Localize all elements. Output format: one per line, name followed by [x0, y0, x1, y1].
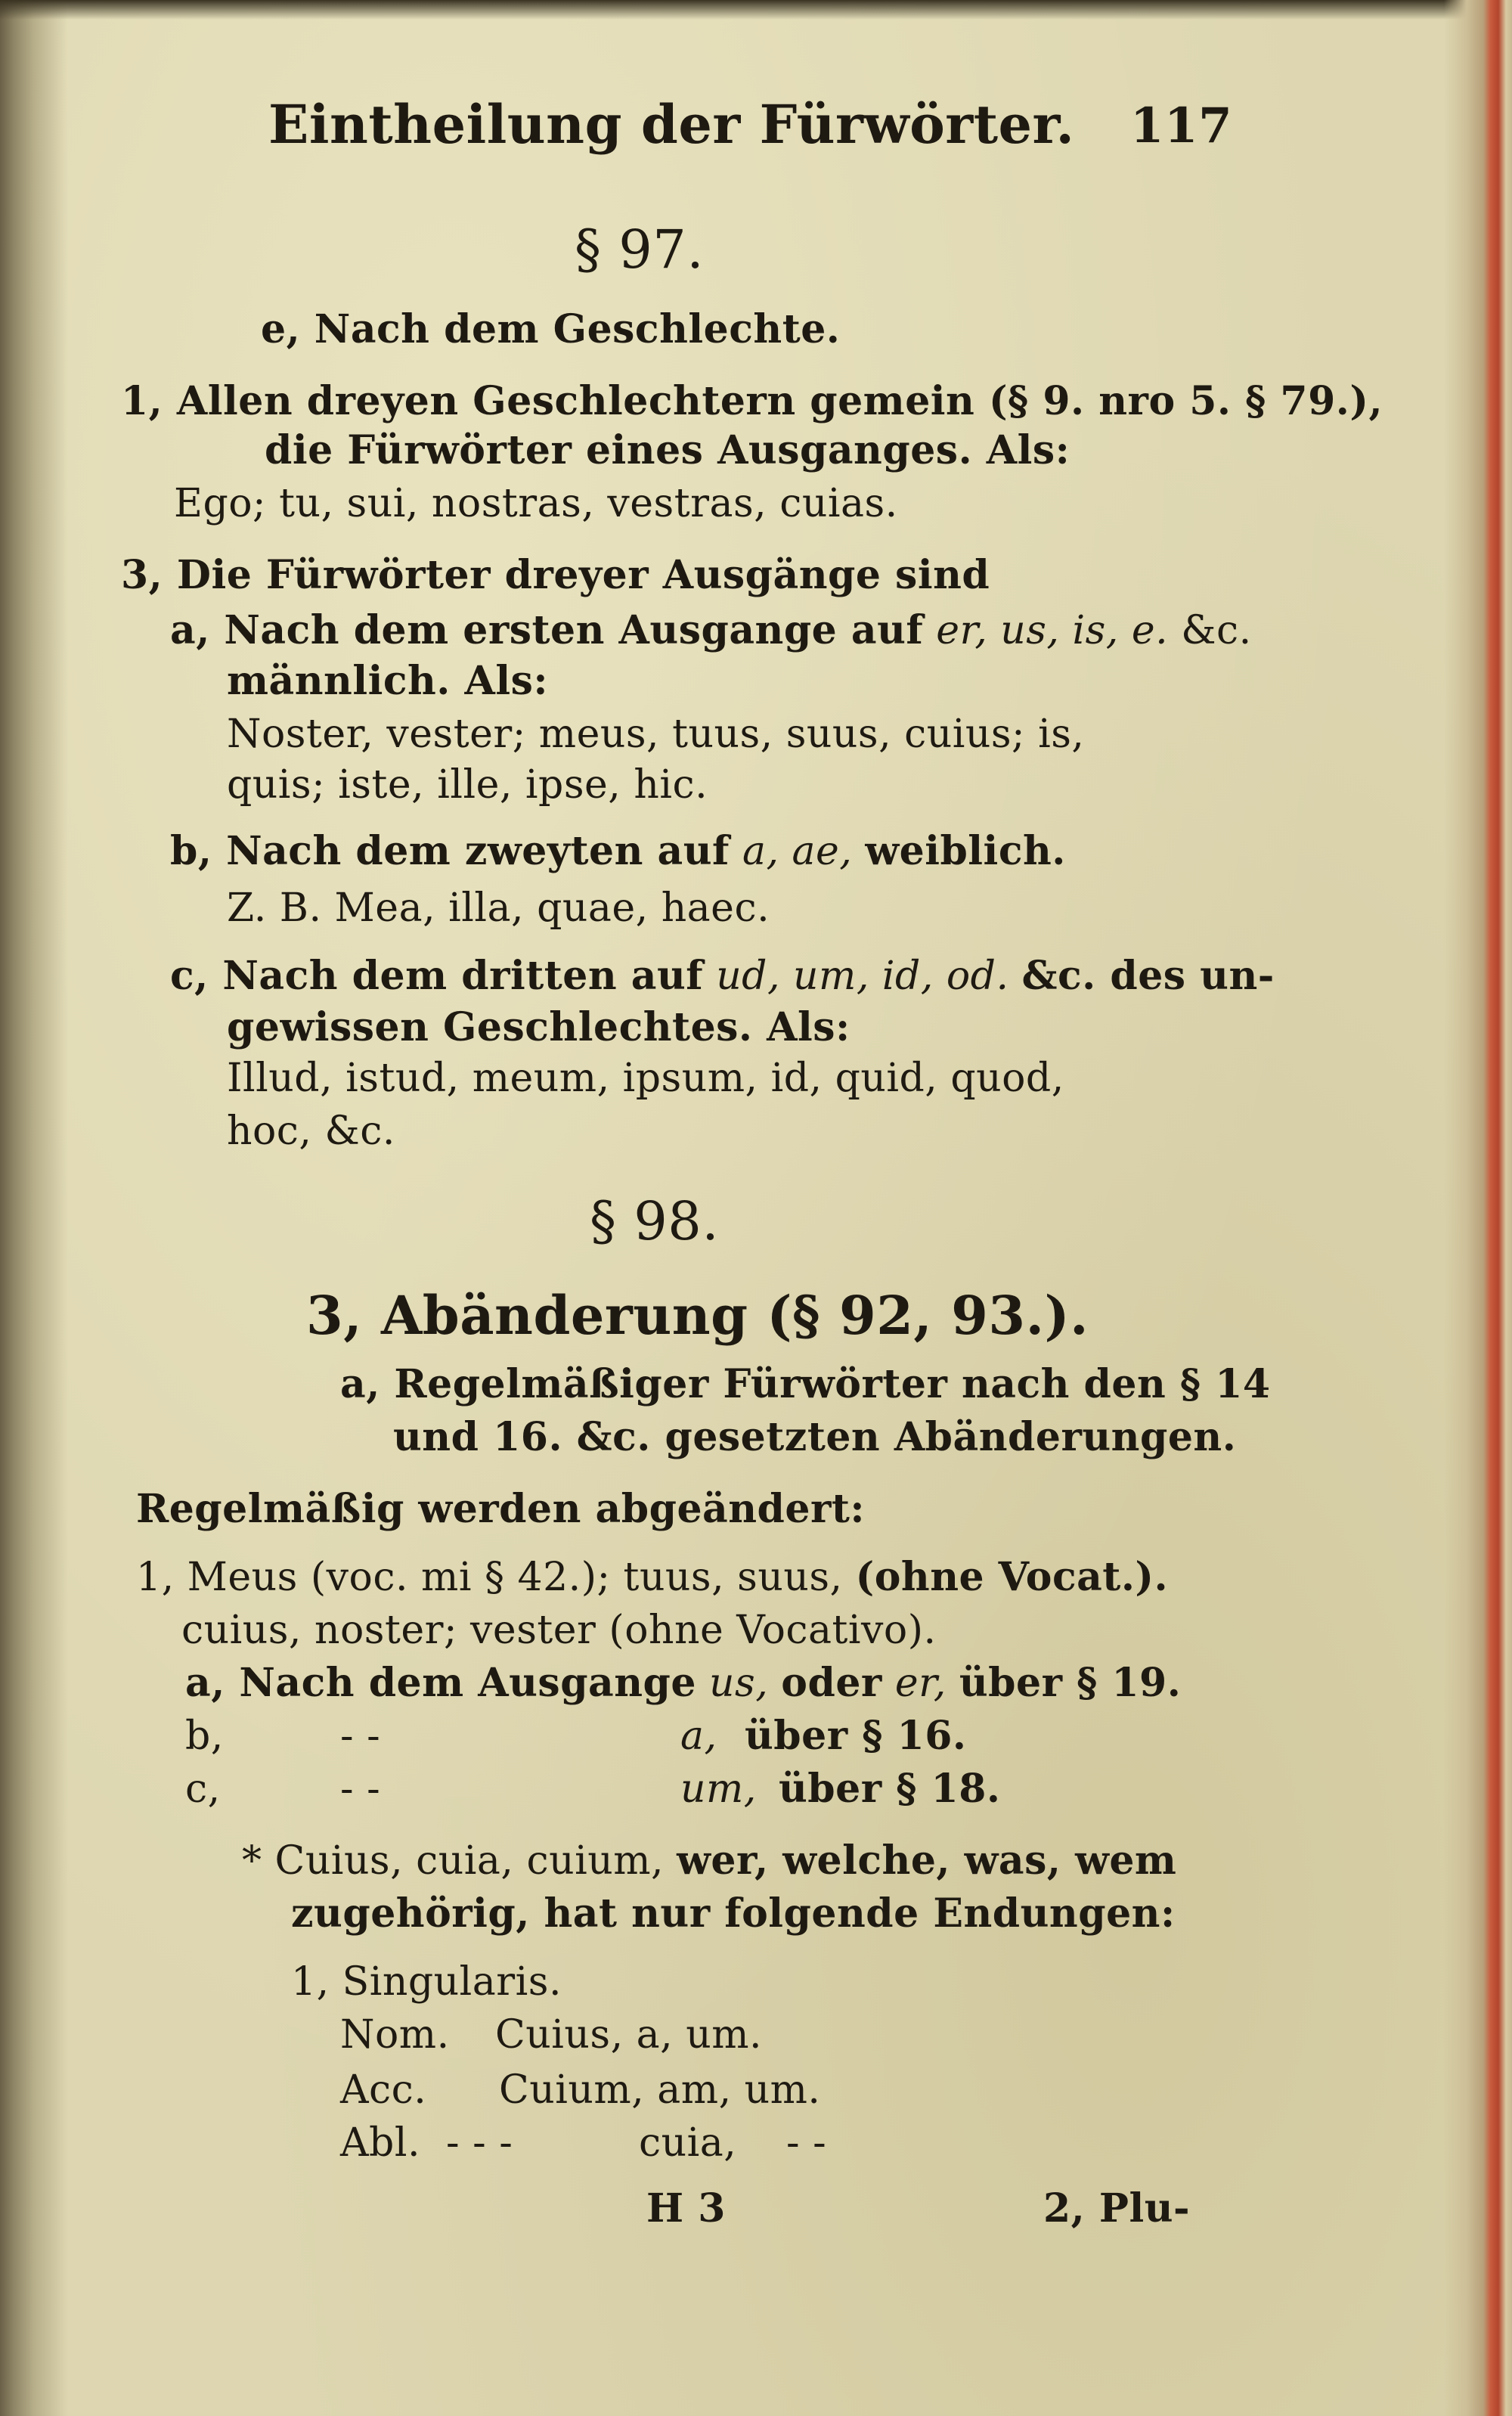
sec98-rule-c-ref: über § 18. — [779, 1766, 1001, 1812]
sec98-heading: 3, Abänderung (§ 92, 93.). — [306, 1284, 1089, 1347]
abl-dashes-2: - - — [786, 2120, 827, 2166]
sec98-regular-heading: Regelmäßig werden abgeändert: — [136, 1486, 866, 1532]
sec98-rule-b-ref: über § 16. — [745, 1713, 967, 1759]
sec97-item1-line1: 1, Allen dreyen Geschlechtern gemein (§ 9. nro 5. § 79.), — [121, 378, 1383, 424]
sec97-b-line1 — [170, 828, 1066, 874]
catchword: 2, Plu- — [1043, 2185, 1191, 2231]
running-head: Eintheilung der Fürwörter. — [268, 93, 1075, 156]
sec97-a-line1 — [170, 607, 1252, 653]
section-97-title: § 97. — [575, 219, 705, 281]
sec98-meus-line2: cuius, noster; vester (ohne Vocativo). — [181, 1608, 937, 1653]
page-gutter-shadow — [0, 0, 68, 2416]
sec98-note-line2: zugehörig, hat nur folgende Endungen: — [291, 1890, 1176, 1937]
sec97-b-gender: weiblich. — [865, 828, 1066, 874]
sec98-rule-b-dashes: - - — [340, 1714, 381, 1759]
acc-forms: Cuium, am, um. — [499, 2067, 821, 2113]
sec98-meus-line1 — [136, 1554, 1169, 1600]
sec97-a-lead: a, Nach dem ersten Ausgange auf — [170, 607, 924, 653]
sec97-item1-line3: Ego; tu, sui, nostras, vestras, cuias. — [174, 481, 898, 526]
sec98-rule-c-dashes: - - — [340, 1766, 381, 1812]
abl-forms: cuia, — [639, 2120, 737, 2166]
sec98-meus-text: 1, Meus (voc. mi § 42.); tuus, suus, — [136, 1555, 843, 1600]
rule-a-lead: a, Nach dem Ausgange — [185, 1660, 696, 1706]
sec97-e-heading: e, Nach dem Geschlechte. — [261, 306, 841, 352]
page-number: 117 — [1130, 98, 1233, 154]
sec98-rule-b-ending: a, — [680, 1714, 717, 1759]
nom-forms: Cuius, a, um. — [495, 2012, 763, 2058]
rule-a-ending-us: us, — [709, 1661, 769, 1706]
nom-label: Nom. — [340, 2012, 450, 2058]
sec97-c-line2: gewissen Geschlechtes. Als: — [227, 1004, 850, 1050]
page-top-shadow — [0, 0, 1512, 20]
note-latin: * Cuius, cuia, cuium, — [242, 1838, 665, 1884]
sec98-rule-c-label: c, — [185, 1766, 221, 1812]
rule-a-ending-er: er, — [894, 1661, 947, 1706]
sec97-b-lead: b, Nach dem zweyten auf — [170, 828, 730, 874]
sec97-a-line4: quis; iste, ille, ipse, hic. — [227, 762, 708, 808]
sec97-b-endings: a, ae, — [742, 829, 853, 874]
note-german: wer, welche, was, wem — [677, 1838, 1177, 1884]
sec98-sub-line2: und 16. &c. gesetzten Abänderungen. — [393, 1414, 1237, 1460]
rule-a-ref: über § 19. — [959, 1660, 1182, 1706]
acc-label: Acc. — [340, 2067, 427, 2113]
sec98-note-line1 — [242, 1838, 1177, 1884]
singularis-heading: 1, Singularis. — [291, 1959, 562, 2005]
sec97-c-etc: &c. des un- — [1021, 953, 1275, 999]
sec97-c-line3: Illud, istud, meum, ipsum, id, quid, quod, — [227, 1056, 1064, 1101]
sec97-c-endings: ud, um, id, od. — [716, 954, 1009, 999]
page-red-edge — [1444, 0, 1512, 2416]
sec97-c-line1 — [170, 953, 1275, 999]
sec97-a-etc: &c. — [1181, 608, 1252, 653]
sec97-a-endings: er, us, is, e. — [936, 608, 1169, 653]
sec98-rule-c-ending: um, — [680, 1766, 757, 1812]
sec98-rule-a — [185, 1660, 1182, 1706]
sec97-item1-line2: die Fürwörter eines Ausganges. Als: — [265, 427, 1070, 473]
sec98-sub-line1: a, Regelmäßiger Fürwörter nach den § 14 — [340, 1361, 1271, 1407]
signature-mark: H 3 — [646, 2185, 726, 2231]
sec97-c-line4: hoc, &c. — [227, 1109, 395, 1154]
sec97-a-line3: Noster, vester; meus, tuus, suus, cuius; is, — [227, 712, 1085, 757]
sec97-b-line2: Z. B. Mea, illa, quae, haec. — [227, 885, 770, 931]
section-98-title: § 98. — [590, 1190, 720, 1252]
sec97-c-lead: c, Nach dem dritten auf — [170, 953, 704, 999]
sec98-ohne-vocat: (ohne Vocat.). — [855, 1554, 1169, 1600]
abl-dashes-1: - - - — [446, 2120, 513, 2166]
abl-label: Abl. — [340, 2120, 420, 2166]
sec97-a-line2: männlich. Als: — [227, 658, 549, 704]
sec98-rule-b-label: b, — [185, 1714, 224, 1759]
sec97-item3: 3, Die Fürwörter dreyer Ausgänge sind — [121, 552, 990, 598]
rule-a-oder: oder — [781, 1660, 882, 1706]
